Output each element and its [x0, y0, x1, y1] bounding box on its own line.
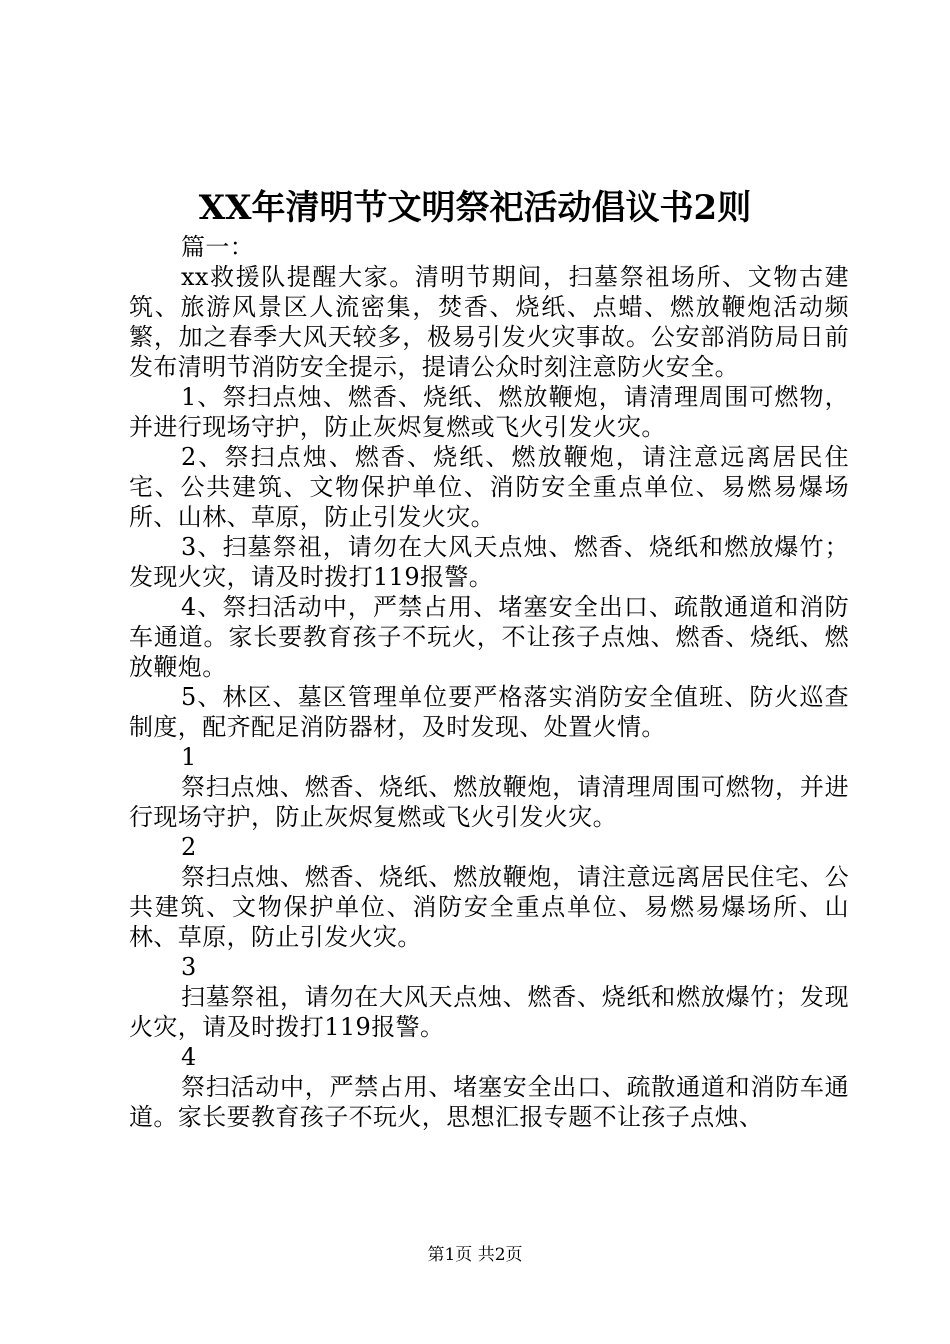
paragraph-number-3: 3: [181, 953, 197, 981]
paragraph-item-3: 3、扫墓祭祖，请勿在大风天点烛、燃香、烧纸和燃放爆竹；发现火灾，请及时拨打119报警。: [129, 533, 849, 591]
paragraph-intro: xx救援队提醒大家。清明节期间，扫墓祭祖场所、文物古建筑、旅游风景区人流密集，焚香、烧纸、点蜡、燃放鞭炮活动频繁，加之春季大风天较多，极易引发火灾事故。公安部消防局日前发布清明节消防安全提示，提请公众时刻注意防火安全。: [129, 263, 849, 381]
document-title: XX年清明节文明祭祀活动倡议书2则: [198, 188, 752, 228]
document-body: [129, 232, 849, 1132]
paragraph-repeat-3: 扫墓祭祖，请勿在大风天点烛、燃香、烧纸和燃放爆竹；发现火灾，请及时拨打119报警。: [129, 983, 849, 1041]
paragraph-item-1: 1、祭扫点烛、燃香、烧纸、燃放鞭炮，请清理周围可燃物，并进行现场守护，防止灰烬复燃或飞火引发火灾。: [129, 383, 849, 441]
paragraph-item-4: 4、祭扫活动中，严禁占用、堵塞安全出口、疏散通道和消防车通道。家长要教育孩子不玩火，不让孩子点烛、燃香、烧纸、燃放鞭炮。: [129, 593, 849, 681]
paragraph-number-4: 4: [181, 1043, 197, 1071]
paragraph-number-2: 2: [181, 833, 197, 861]
paragraph-repeat-1: 祭扫点烛、燃香、烧纸、燃放鞭炮，请清理周围可燃物，并进行现场守护，防止灰烬复燃或飞火引发火灾。: [129, 773, 849, 831]
page-footer: 第1页 共2页: [427, 1245, 523, 1265]
paragraph-repeat-4: 祭扫活动中，严禁占用、堵塞安全出口、疏散通道和消防车通道。家长要教育孩子不玩火，思想汇报专题不让孩子点烛、: [129, 1073, 849, 1131]
paragraph-item-5: 5、林区、墓区管理单位要严格落实消防安全值班、防火巡查制度，配齐配足消防器材，及时发现、处置火情。: [129, 683, 849, 741]
paragraph-item-2: 2、祭扫点烛、燃香、烧纸、燃放鞭炮，请注意远离居民住宅、公共建筑、文物保护单位、消防安全重点单位、易燃易爆场所、山林、草原，防止引发火灾。: [129, 443, 849, 531]
paragraph-section-heading: 篇一：: [181, 233, 255, 261]
paragraph-number-1: 1: [181, 743, 197, 771]
paragraph-repeat-2: 祭扫点烛、燃香、烧纸、燃放鞭炮，请注意远离居民住宅、公共建筑、文物保护单位、消防安全重点单位、易燃易爆场所、山林、草原，防止引发火灾。: [129, 863, 849, 951]
